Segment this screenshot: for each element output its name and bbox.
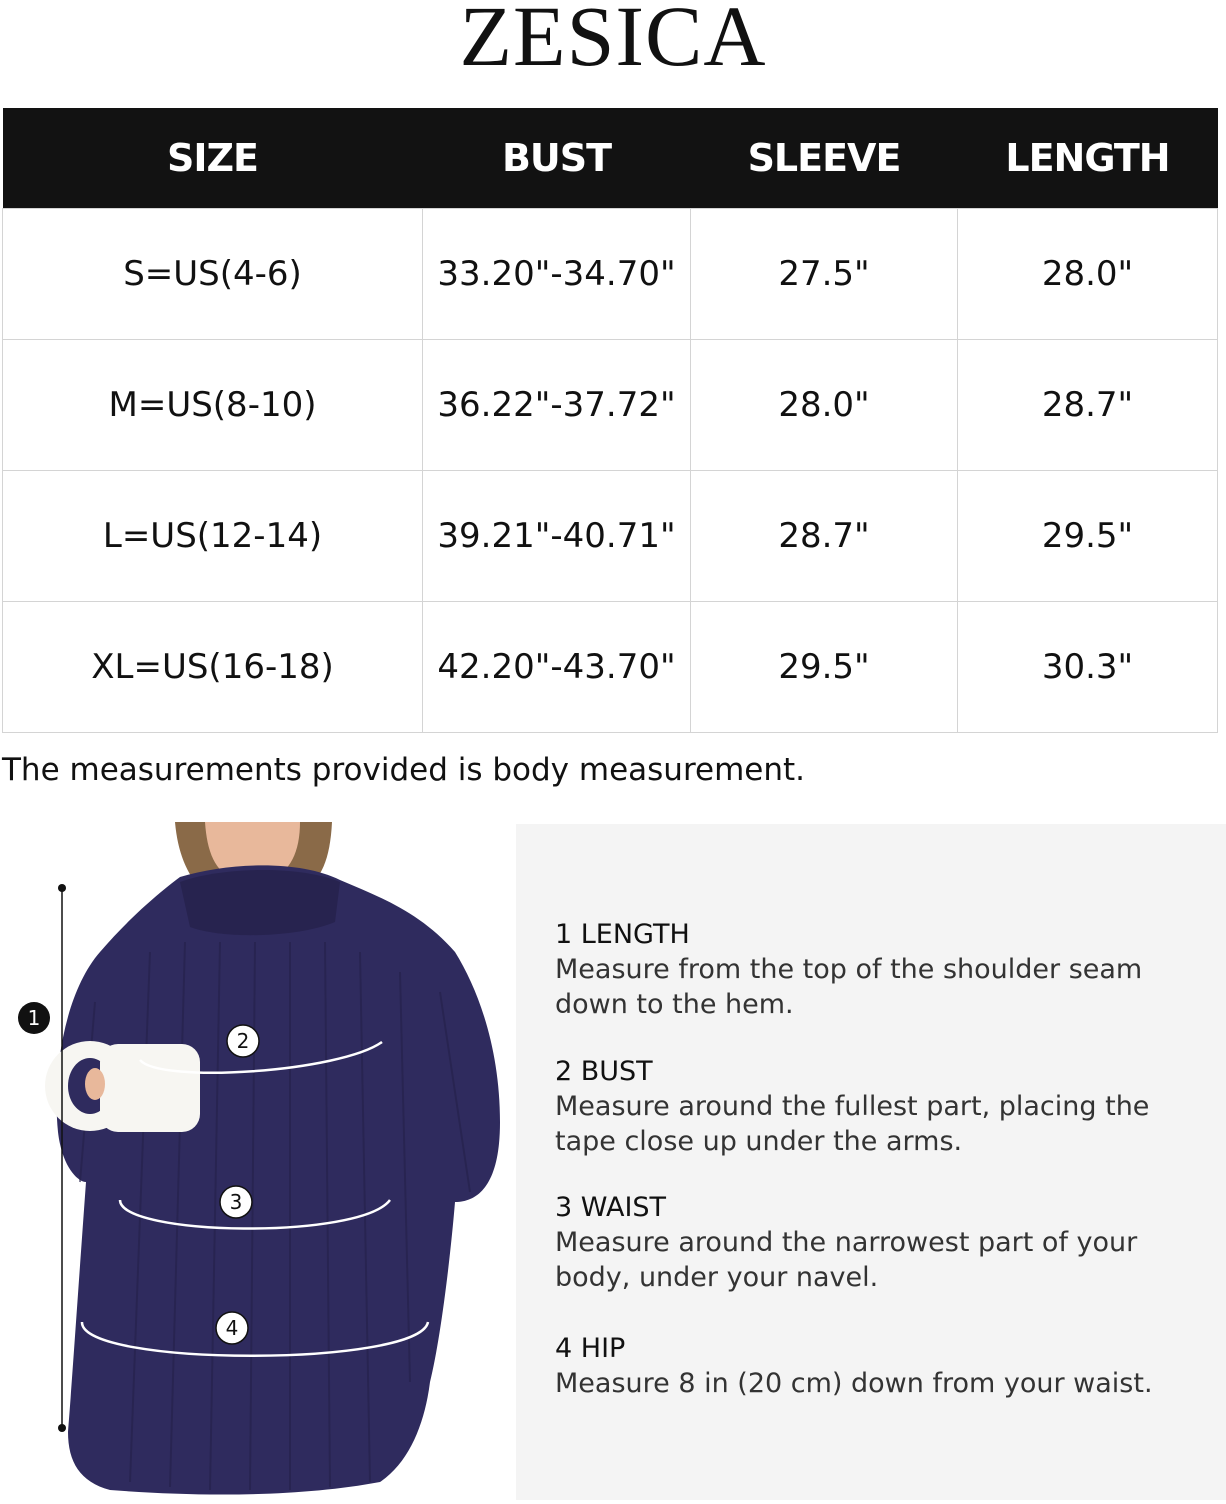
guide-text: Measure around the fullest part, placing the tape close up under the arms.	[555, 1091, 1150, 1157]
cell-size: L=US(12-14)	[3, 471, 423, 602]
guide-item-bust	[555, 1055, 1195, 1159]
guide-text: Measure 8 in (20 cm) down from your waist.	[555, 1368, 1153, 1399]
cell-sleeve: 27.5"	[691, 209, 958, 340]
guide-item-length	[555, 918, 1195, 1022]
cell-bust: 42.20"-43.70"	[423, 602, 691, 733]
marker-2	[227, 1025, 259, 1057]
header-size: SIZE	[3, 108, 423, 209]
cell-sleeve: 29.5"	[691, 602, 958, 733]
marker-2-label: 2	[236, 1029, 250, 1053]
guide-heading: 1 LENGTH	[555, 919, 690, 950]
marker-4-label: 4	[225, 1316, 239, 1340]
guide-text: Measure around the narrowest part of your body, under your navel.	[555, 1227, 1138, 1293]
header-length: LENGTH	[958, 108, 1218, 209]
cell-size: S=US(4-6)	[3, 209, 423, 340]
guide-heading: 3 WAIST	[555, 1192, 667, 1223]
marker-4	[216, 1312, 248, 1344]
marker-1	[18, 1002, 50, 1034]
measurement-note: The measurements provided is body measurement.	[2, 752, 806, 788]
cell-size: XL=US(16-18)	[3, 602, 423, 733]
sweater-body	[57, 865, 500, 1494]
cell-size: M=US(8-10)	[3, 340, 423, 471]
guide-text: Measure from the top of the shoulder seam down to the hem.	[555, 954, 1143, 1020]
model-figure	[0, 822, 515, 1500]
marker-3	[220, 1186, 252, 1218]
cell-bust: 39.21"-40.71"	[423, 471, 691, 602]
cell-length: 29.5"	[958, 471, 1218, 602]
size-chart-table	[2, 108, 1218, 733]
cell-length: 30.3"	[958, 602, 1218, 733]
guide-item-hip	[555, 1332, 1195, 1401]
header-bust: BUST	[423, 108, 691, 209]
cell-length: 28.7"	[958, 340, 1218, 471]
cell-sleeve: 28.0"	[691, 340, 958, 471]
guide-heading: 4 HIP	[555, 1333, 626, 1364]
marker-1-label: 1	[27, 1006, 41, 1030]
turtleneck	[180, 870, 340, 935]
guide-heading: 2 BUST	[555, 1056, 653, 1087]
marker-3-label: 3	[229, 1190, 243, 1214]
table-header-row	[3, 108, 1218, 209]
guide-item-waist	[555, 1191, 1195, 1295]
table-row	[3, 340, 1218, 471]
cell-length: 28.0"	[958, 209, 1218, 340]
sweater-illustration	[0, 822, 515, 1500]
table-row	[3, 471, 1218, 602]
table-row	[3, 209, 1218, 340]
cell-sleeve: 28.7"	[691, 471, 958, 602]
table-row	[3, 602, 1218, 733]
cell-bust: 33.20"-34.70"	[423, 209, 691, 340]
cell-bust: 36.22"-37.72"	[423, 340, 691, 471]
brand-logo: ZESICA	[459, 0, 767, 84]
header-sleeve: SLEEVE	[691, 108, 958, 209]
mug-shape	[45, 1041, 200, 1132]
